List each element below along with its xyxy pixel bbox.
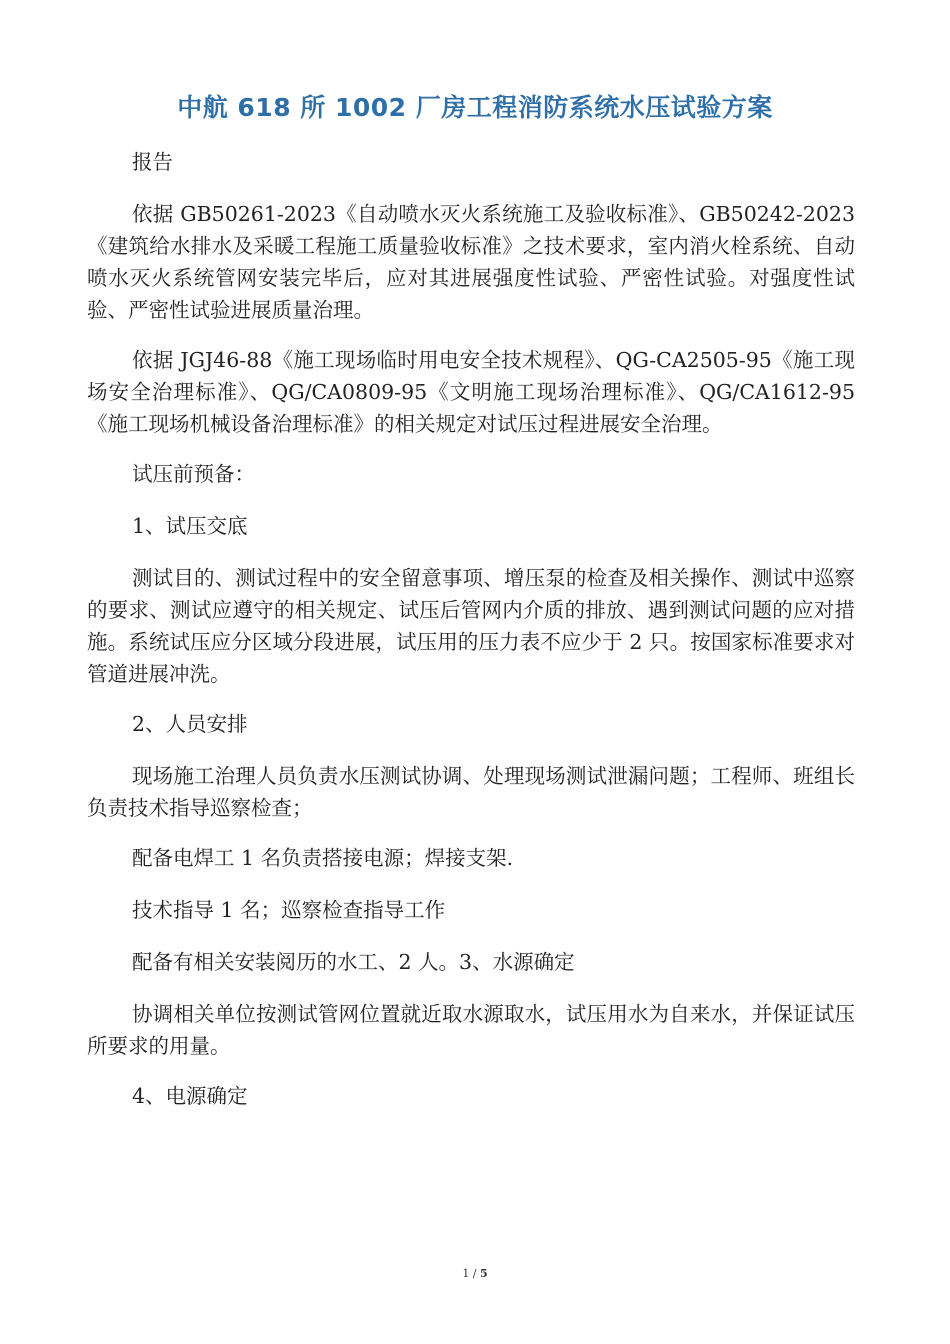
document-title: 中航 618 所 1002 厂房工程消防系统水压试验方案 bbox=[177, 93, 773, 122]
paragraph-preparation-heading: 试压前预备： bbox=[132, 462, 255, 486]
paragraph-basis-safety: 依据 JGJ46-88《施工现场临时用电安全技术规程》、QG-CA2505-95《施工现场安全治理标准》、QG/CA0809-95《文明施工现场治理标准》、QG/CA1612-95《施工现场机械设备治理标准》的相关规定对试压过程进展安全治理。 bbox=[87, 348, 855, 436]
section-heading-staffing: 2、人员安排 bbox=[132, 712, 248, 736]
page-current: 1 bbox=[462, 1267, 470, 1280]
paragraph-water-source: 协调相关单位按测试管网位置就近取水源取水，试压用水为自来水，并保证试压所要求的用量。 bbox=[87, 1002, 855, 1058]
paragraph-staffing-technical: 技术指导 1 名；巡察检查指导工作 bbox=[132, 898, 446, 922]
paragraph-report-label: 报告 bbox=[132, 150, 173, 174]
page-number bbox=[0, 1267, 950, 1280]
paragraph-staffing-plumbers: 配备有相关安装阅历的水工、2 人。3、水源确定 bbox=[132, 950, 575, 974]
section-heading-power: 4、电源确定 bbox=[132, 1084, 248, 1108]
section-heading-briefing: 1、试压交底 bbox=[132, 514, 248, 538]
paragraph-staffing-management: 现场施工治理人员负责水压测试协调、处理现场测试泄漏问题；工程师、班组长负责技术指导巡察检查； bbox=[87, 764, 855, 820]
paragraph-basis-standards: 依据 GB50261-2023《自动喷水灭火系统施工及验收标准》、GB50242-2023《建筑给水排水及采暖工程施工质量验收标准》之技术要求，室内消火栓系统、自动喷水灭火系统管网安装完毕后，应对其进展强度性试验、严密性试验。对强度性试验、严密性试验进展质量治理。 bbox=[87, 202, 855, 322]
document-body bbox=[87, 146, 855, 1132]
page-total: 5 bbox=[480, 1267, 488, 1280]
page-separator: / bbox=[469, 1267, 481, 1280]
paragraph-staffing-welder: 配备电焊工 1 名负责搭接电源；焊接支架. bbox=[132, 846, 514, 870]
paragraph-briefing-content: 测试目的、测试过程中的安全留意事项、增压泵的检查及相关操作、测试中巡察的要求、测试应遵守的相关规定、试压后管网内介质的排放、遇到测试问题的应对措施。系统试压应分区域分段进展，试压用的压力表不应少于 2 只。按国家标准要求对管道进展冲洗。 bbox=[87, 566, 855, 686]
